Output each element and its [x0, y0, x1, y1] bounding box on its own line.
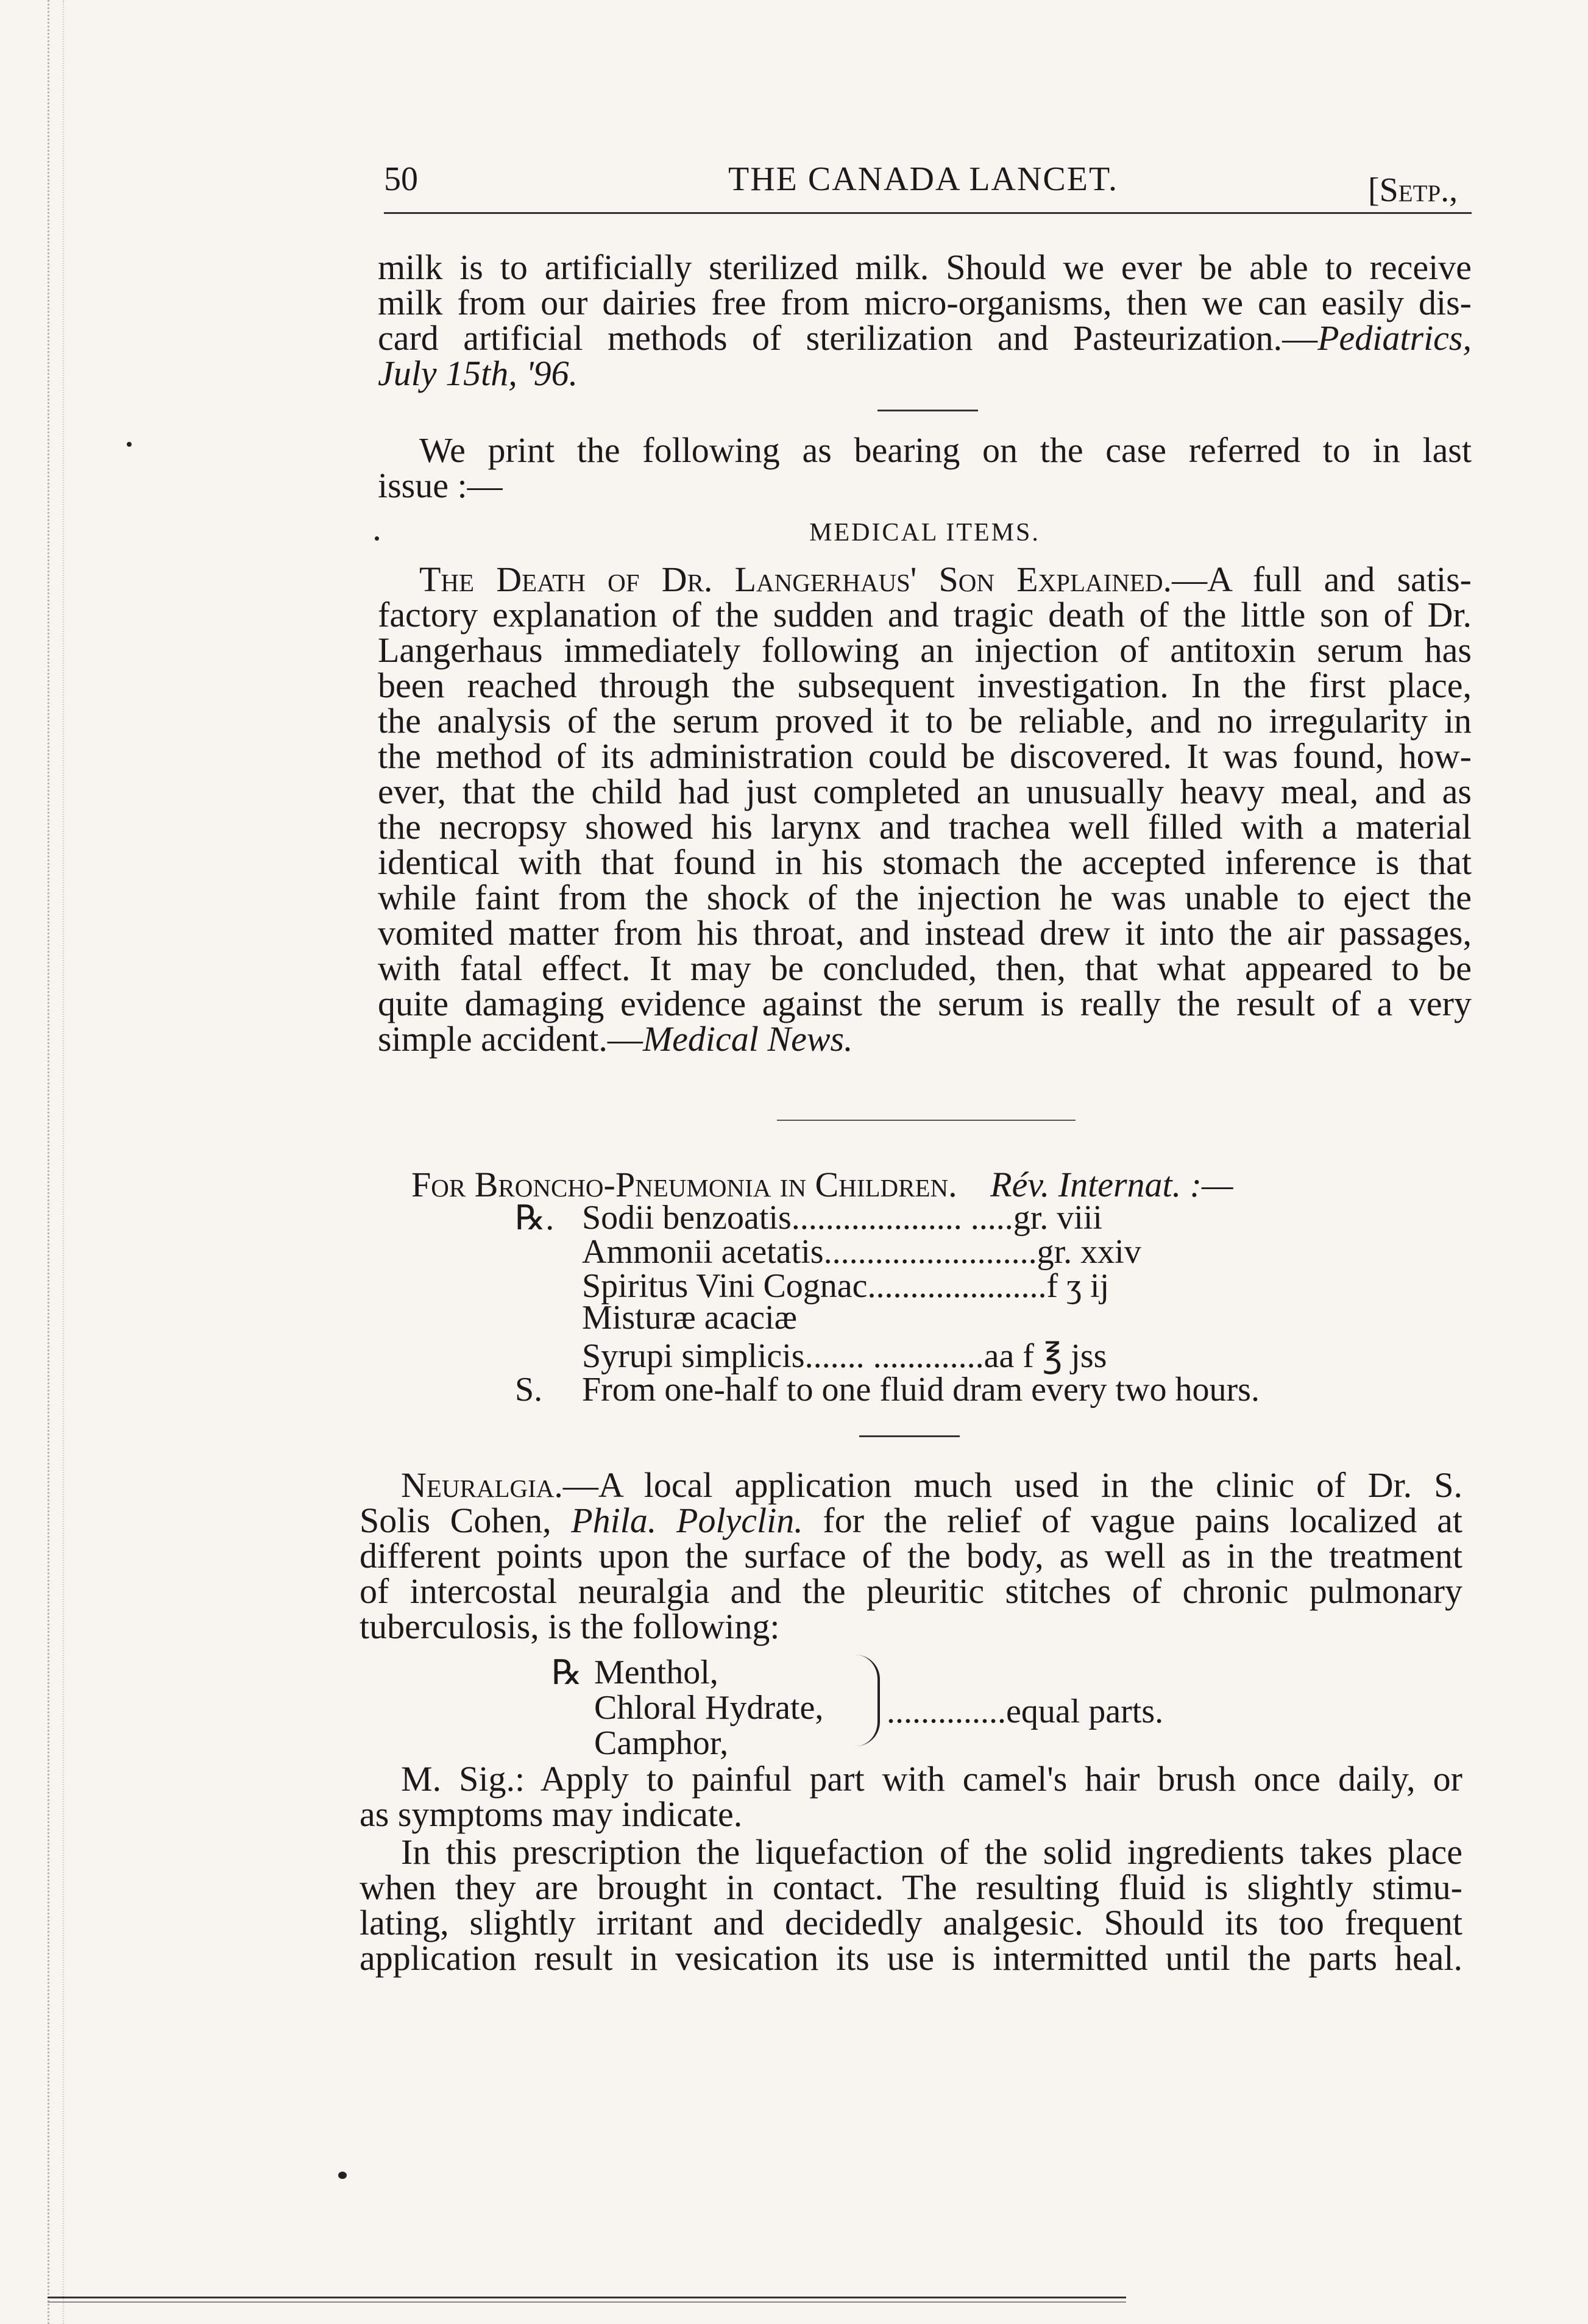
text-line: milk from our dairies free from micro-organisms, then we can easily dis- — [378, 283, 1472, 322]
source-citation: Pediatrics, — [1317, 318, 1472, 358]
section-divider — [877, 410, 978, 411]
rx-item: Syrupi simplicis....... .............aa f ℥ jss — [582, 1337, 1107, 1375]
neuralgia-closing — [360, 1832, 1462, 1978]
text-line: Neuralgia.—A local application much used in the clinic of Dr. S. — [401, 1465, 1462, 1505]
text-line: been reached through the subsequent investigation. In the first place, — [378, 666, 1472, 705]
notice-paragraph — [378, 430, 1472, 505]
issue-date: [Setp., — [1368, 171, 1458, 209]
ingredient-brace — [853, 1655, 880, 1746]
text-line: card artificial methods of sterilization and Pasteurization.—Pediatrics, — [378, 318, 1472, 358]
text-line: lating, slightly irritant and decidedly analgesic. Should its too frequent — [360, 1903, 1462, 1942]
text-line: We print the following as bearing on the case referred to in last — [419, 430, 1472, 470]
text-line: The Death of Dr. Langerhaus' Son Explained.—A full and satis- — [419, 560, 1472, 599]
prescription-title: For Broncho-Pneumonia in Children. — [411, 1165, 957, 1204]
rx-ingredient: Chloral Hydrate, — [594, 1689, 824, 1727]
text-line: of intercostal neuralgia and the pleuritic stitches of chronic pulmonary — [360, 1571, 1462, 1611]
text-line: In this prescription the liquefaction of the solid ingredients takes place — [401, 1832, 1462, 1872]
rx-proportion: ..............equal parts. — [887, 1693, 1164, 1730]
text-line: M. Sig.: Apply to painful part with camel's hair brush once daily, or — [401, 1759, 1462, 1799]
bottom-edge-rule-shadow — [48, 2301, 1126, 2303]
journal-title: THE CANADA LANCET. — [728, 160, 1119, 198]
text-line: the method of its administration could be discovered. It was found, how- — [378, 736, 1472, 776]
text-line: Langerhaus immediately following an injection of antitoxin serum has — [378, 630, 1472, 670]
ink-speck — [127, 442, 132, 447]
death-article — [378, 562, 1472, 1057]
neuralgia-article — [360, 1465, 1462, 1646]
text-line: vomited matter from his throat, and instead drew it into the air passages, — [378, 913, 1472, 953]
text-line: while faint from the shock of the injection he was unable to eject the — [378, 878, 1472, 917]
text-line: with fatal effect. It may be concluded, then, that what appeared to be — [378, 948, 1472, 988]
sig-label: S. — [515, 1371, 543, 1409]
text-line: Solis Cohen, Phila. Polyclin. for the relief of vague pains localized at — [360, 1501, 1462, 1540]
rx-ingredient: Menthol, — [594, 1654, 718, 1691]
sig-text: From one-half to one fluid dram every two hours. — [582, 1371, 1260, 1409]
rx-symbol: ℞. — [515, 1199, 555, 1237]
article-title: Neuralgia. — [401, 1465, 563, 1505]
page-number: 50 — [384, 160, 418, 198]
text-line: issue :— — [378, 466, 503, 505]
text-line: different points upon the surface of the body, as well as in the treatment — [360, 1536, 1462, 1576]
text-line: as symptoms may indicate. — [360, 1794, 743, 1834]
source-citation: Medical News. — [642, 1019, 853, 1059]
text-line: when they are brought in contact. The resulting fluid is slightly stimu- — [360, 1867, 1462, 1907]
text-line: July 15th, '96. — [378, 354, 578, 393]
text-line: the analysis of the serum proved it to be reliable, and no irregularity in — [378, 701, 1472, 741]
text-line: the necropsy showed his larynx and trachea well filled with a material — [378, 807, 1472, 847]
section-divider — [859, 1435, 960, 1437]
text-line: ever, that the child had just completed an unusually heavy meal, and as — [378, 772, 1472, 811]
rx-item: Ammonii acetatis.........................gr. xxiv — [582, 1233, 1141, 1271]
text-line: quite damaging evidence against the serum is really the result of a very — [378, 984, 1472, 1023]
text-line: tuberculosis, is the following: — [360, 1607, 780, 1646]
rx-symbol: ℞ — [551, 1654, 583, 1692]
source-citation: Phila. Polyclin. — [571, 1501, 803, 1540]
rx-item: Misturæ acaciæ — [582, 1299, 798, 1337]
text-line: identical with that found in his stomach the accepted inference is that — [378, 842, 1472, 882]
bottom-edge-rule — [48, 2297, 1126, 2298]
section-divider — [777, 1120, 1076, 1121]
text-line: factory explanation of the sudden and tragic death of the little son of Dr. — [378, 595, 1472, 634]
rx-item: Spiritus Vini Cognac.....................f ʒ ij — [582, 1267, 1110, 1305]
intro-paragraph — [378, 247, 1472, 393]
rx-ingredient: Camphor, — [594, 1724, 729, 1762]
header-rule — [384, 212, 1472, 214]
article-title: The Death of Dr. Langerhaus' Son Explained. — [419, 560, 1172, 599]
rx-item: Sodii benzoatis.................... .....gr. viii — [582, 1199, 1102, 1237]
ink-speck — [338, 2172, 347, 2179]
text-line: application result in vesication its use is intermitted until the parts heal. — [360, 1938, 1462, 1978]
text-line: simple accident.—Medical News. — [378, 1019, 853, 1059]
section-heading: MEDICAL ITEMS. — [809, 519, 1040, 547]
binding-gutter — [48, 0, 64, 2324]
source-citation: Rév. Internat. :— — [990, 1165, 1233, 1204]
neuralgia-sig — [360, 1761, 1462, 1832]
text-line: milk is to artificially sterilized milk. Should we ever be able to receive — [378, 247, 1472, 287]
